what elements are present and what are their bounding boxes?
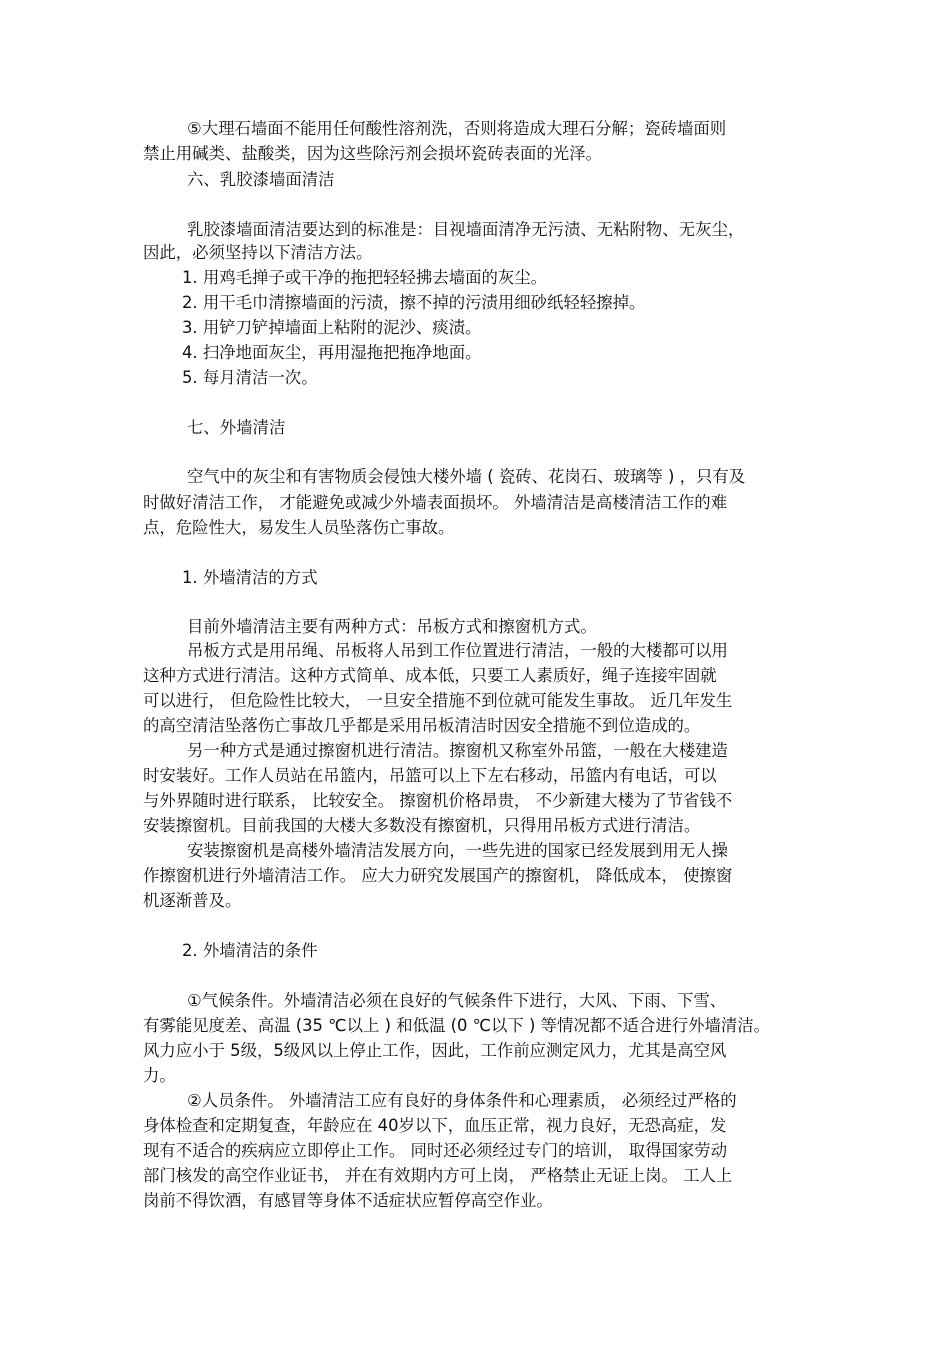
paragraph-line: 风力应小于 5级，5级风以上停止工作，因此，工作前应测定风力，尤其是高空风: [143, 1041, 727, 1060]
paragraph-line: 有雾能见度差、高温 (35 ℃以上 ) 和低温 (0 ℃以下 ) 等情况都不适合进行外墙清洁。: [143, 1016, 771, 1035]
paragraph-line: 因此，必须坚持以下清洁方法。: [143, 243, 373, 262]
paragraph-line: 与外界随时进行联系， 比较安全。 擦窗机价格昂贵， 不少新建大楼为了节省钱不: [143, 791, 733, 810]
paragraph-line: 另一种方式是通过擦窗机进行清洁。擦窗机又称室外吊篮，一般在大楼建造: [187, 741, 728, 760]
paragraph-line: 力。: [143, 1066, 176, 1085]
list-item: 4. 扫净地面灰尘，再用湿拖把拖净地面。: [182, 343, 482, 362]
paragraph-line: 岗前不得饮酒，有感冒等身体不适症状应暂停高空作业。: [143, 1191, 553, 1210]
paragraph-line: 的高空清洁坠落伤亡事故几乎都是采用吊板清洁时因安全措施不到位造成的。: [143, 716, 701, 735]
paragraph-line: 禁止用碱类、盐酸类，因为这些除污剂会损坏瓷砖表面的光泽。: [143, 144, 602, 163]
paragraph-line: 时做好清洁工作， 才能避免或减少外墙表面损坏。 外墙清洁是高楼清洁工作的难: [143, 493, 728, 512]
paragraph-line: ②人员条件。 外墙清洁工应有良好的身体条件和心理素质， 必须经过严格的: [187, 1091, 737, 1110]
paragraph-line: 机逐渐普及。: [143, 891, 242, 910]
paragraph-line: 吊板方式是用吊绳、吊板将人吊到工作位置进行清洁，一般的大楼都可以用: [187, 641, 728, 660]
paragraph-line: 乳胶漆墙面清洁要达到的标准是：目视墙面清净无污渍、无粘附物、无灰尘，: [187, 220, 745, 239]
subsection-heading: 2. 外墙清洁的条件: [182, 941, 318, 960]
list-item: 1. 用鸡毛掸子或干净的拖把轻轻拂去墙面的灰尘。: [182, 268, 548, 287]
list-item: 5. 每月清洁一次。: [182, 368, 318, 387]
paragraph-line: 作擦窗机进行外墙清洁工作。 应大力研究发展国产的擦窗机， 降低成本， 使擦窗: [143, 866, 733, 885]
paragraph-line: 空气中的灰尘和有害物质会侵蚀大楼外墙 ( 瓷砖、花岗石、玻璃等 ) ，只有及: [187, 467, 746, 486]
paragraph-line: 可以进行， 但危险性比较大， 一旦安全措施不到位就可能发生事故。 近几年发生: [143, 691, 733, 710]
list-item: 2. 用干毛巾清擦墙面的污渍，擦不掉的污渍用细砂纸轻轻擦掉。: [182, 293, 646, 312]
section-heading-seven: 七、外墙清洁: [187, 418, 286, 437]
paragraph-line: 现有不适合的疾病应立即停止工作。 同时还必须经过专门的培训， 取得国家劳动: [143, 1141, 728, 1160]
paragraph-line: 目前外墙清洁主要有两种方式：吊板方式和擦窗机方式。: [187, 617, 597, 636]
subsection-heading: 1. 外墙清洁的方式: [182, 568, 318, 587]
section-heading-six: 六、乳胶漆墙面清洁: [187, 170, 335, 189]
paragraph-line: 部门核发的高空作业证书， 并在有效期内方可上岗， 严格禁止无证上岗。 工人上: [143, 1166, 733, 1185]
paragraph-line: 安装擦窗机是高楼外墙清洁发展方向，一些先进的国家已经发展到用无人操: [187, 841, 728, 860]
paragraph-line: 时安装好。工作人员站在吊篮内，吊篮可以上下左右移动，吊篮内有电话，可以: [143, 766, 717, 785]
list-item: 3. 用铲刀铲掉墙面上粘附的泥沙、痰渍。: [182, 318, 482, 337]
paragraph-line: 身体检查和定期复查，年龄应在 40岁以下，血压正常，视力良好，无恐高症，发: [143, 1116, 727, 1135]
paragraph-line: 点，危险性大，易发生人员坠落伤亡事故。: [143, 518, 455, 537]
paragraph-line: ①气候条件。外墙清洁必须在良好的气候条件下进行，大风、下雨、下雪、: [187, 991, 727, 1010]
paragraph-line: 这种方式进行清洁。这种方式简单、成本低，只要工人素质好，绳子连接牢固就: [143, 666, 717, 685]
paragraph-line: 安装擦窗机。目前我国的大楼大多数没有擦窗机，只得用吊板方式进行清洁。: [143, 816, 701, 835]
paragraph-line: ⑤大理石墙面不能用任何酸性溶剂洗，否则将造成大理石分解；瓷砖墙面则: [187, 119, 727, 138]
